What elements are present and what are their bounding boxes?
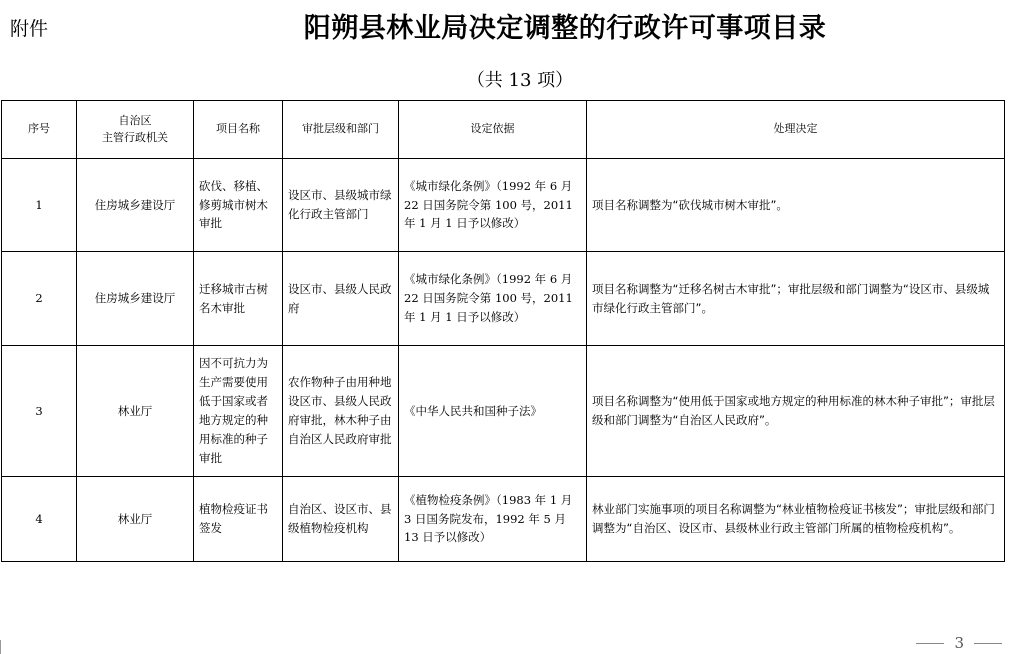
page-footer bbox=[906, 634, 1012, 652]
row-approval-level: 农作物种子由用种地设区市、县级人民政府审批，林木种子由自治区人民政府审批 bbox=[283, 346, 399, 477]
row-item-name: 砍伐、移植、修剪城市树木审批 bbox=[194, 159, 283, 252]
table-row bbox=[2, 252, 1005, 346]
col-header-no: 序号 bbox=[2, 101, 77, 159]
document-subtitle: （共 13 项） bbox=[466, 70, 574, 91]
row-decision: 林业部门实施事项的项目名称调整为“林业植物检疫证书核发”；审批层级和部门调整为“自治区、设区市、县级林业行政主管部门所属的植物检疫机构”。 bbox=[587, 477, 1005, 562]
attachment-label: 附件 bbox=[10, 18, 49, 40]
row-legal-basis: 《植物检疫条例》（1983 年 1 月 3 日国务院发布，1992 年 5 月 13 日予以修改） bbox=[399, 477, 587, 562]
row-number: 3 bbox=[2, 346, 77, 477]
table-row bbox=[2, 159, 1005, 252]
row-item-name: 植物检疫证书签发 bbox=[194, 477, 283, 562]
table-header-row bbox=[2, 101, 1005, 159]
col-header-level: 审批层级和部门 bbox=[283, 101, 399, 159]
document-title: 阳朔县林业局决定调整的行政许可事项目录 bbox=[303, 13, 827, 44]
row-agency: 住房城乡建设厅 bbox=[77, 252, 194, 346]
row-item-name: 迁移城市古树名木审批 bbox=[194, 252, 283, 346]
col-header-agency: 自治区 主管行政机关 bbox=[77, 101, 194, 159]
row-decision: 项目名称调整为“砍伐城市树木审批”。 bbox=[587, 159, 1005, 252]
row-number: 4 bbox=[2, 477, 77, 562]
col-header-basis: 设定依据 bbox=[399, 101, 587, 159]
table-row bbox=[2, 346, 1005, 477]
footer-dash-left bbox=[916, 643, 944, 644]
permit-items-table bbox=[1, 100, 1005, 562]
row-approval-level: 设区市、县级城市绿化行政主管部门 bbox=[283, 159, 399, 252]
row-approval-level: 设区市、县级人民政府 bbox=[283, 252, 399, 346]
row-number: 2 bbox=[2, 252, 77, 346]
page-corner-mark bbox=[0, 640, 1, 654]
row-item-name: 因不可抗力为生产需要使用低于国家或者地方规定的种用标准的种子审批 bbox=[194, 346, 283, 477]
row-decision: 项目名称调整为“使用低于国家或地方规定的种用标准的林木种子审批”；审批层级和部门调整为“自治区人民政府”。 bbox=[587, 346, 1005, 477]
page-number: 3 bbox=[954, 634, 964, 652]
row-decision: 项目名称调整为“迁移名树古木审批”；审批层级和部门调整为“设区市、县级城市绿化行政主管部门”。 bbox=[587, 252, 1005, 346]
table-row bbox=[2, 477, 1005, 562]
row-number: 1 bbox=[2, 159, 77, 252]
row-legal-basis: 《城市绿化条例》（1992 年 6 月 22 日国务院令第 100 号，2011 年 1 月 1 日予以修改） bbox=[399, 252, 587, 346]
col-header-decision: 处理决定 bbox=[587, 101, 1005, 159]
col-header-item: 项目名称 bbox=[194, 101, 283, 159]
row-agency: 住房城乡建设厅 bbox=[77, 159, 194, 252]
row-agency: 林业厅 bbox=[77, 346, 194, 477]
row-approval-level: 自治区、设区市、县级植物检疫机构 bbox=[283, 477, 399, 562]
row-legal-basis: 《城市绿化条例》（1992 年 6 月 22 日国务院令第 100 号，2011 年 1 月 1 日予以修改） bbox=[399, 159, 587, 252]
footer-dash-right bbox=[974, 643, 1002, 644]
row-agency: 林业厅 bbox=[77, 477, 194, 562]
row-legal-basis: 《中华人民共和国种子法》 bbox=[399, 346, 587, 477]
